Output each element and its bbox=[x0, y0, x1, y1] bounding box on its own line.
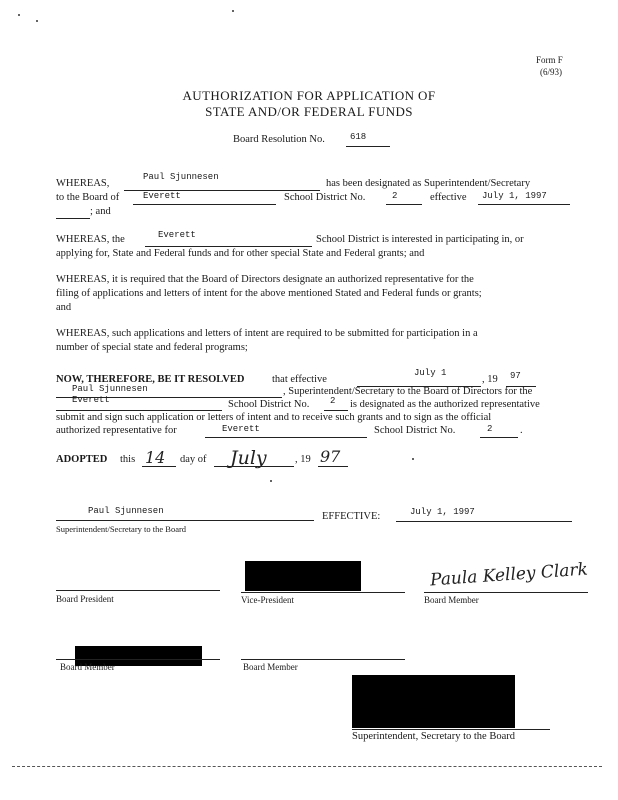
scan-speck bbox=[412, 458, 414, 460]
superintendent-name: Paul Sjunnesen bbox=[143, 172, 219, 182]
para1-text5: ; and bbox=[90, 206, 111, 217]
resolved-year: 97 bbox=[510, 371, 521, 381]
redaction-block bbox=[352, 675, 515, 728]
district-line bbox=[56, 410, 222, 411]
superintendent-secretary-label: Superintendent, Secretary to the Board bbox=[352, 731, 515, 742]
para5-text4: is designated as the authorized representative bbox=[350, 399, 540, 410]
district-line bbox=[205, 437, 367, 438]
signature-line bbox=[241, 659, 405, 660]
effective-line bbox=[478, 204, 570, 205]
para5-text2: , Superintendent/Secretary to the Board of Directors for the bbox=[283, 386, 533, 397]
scan-speck bbox=[232, 10, 234, 12]
para5-text6: School District No. bbox=[374, 425, 456, 436]
superintendent-typed-name: Paul Sjunnesen bbox=[88, 506, 164, 516]
district-no: 2 bbox=[330, 396, 336, 406]
board-member-label: Board Member bbox=[424, 595, 479, 605]
redaction-block bbox=[245, 561, 361, 591]
resolution-number-line bbox=[346, 146, 390, 147]
district-no-line bbox=[386, 204, 422, 205]
form-revision: (6/93) bbox=[540, 67, 562, 77]
signature-line bbox=[424, 592, 588, 593]
blank-line bbox=[56, 218, 90, 219]
resolution-number: 618 bbox=[350, 132, 367, 142]
para2-lead: WHEREAS, the bbox=[56, 234, 125, 245]
para5-text5: authorized representative for bbox=[56, 425, 177, 436]
scan-speck bbox=[18, 14, 20, 16]
district-no-line bbox=[324, 410, 348, 411]
para5-text3: School District No. bbox=[228, 399, 310, 410]
document-title-line2: STATE AND/OR FEDERAL FUNDS bbox=[205, 104, 413, 119]
year-line bbox=[318, 466, 348, 467]
para2-text2: applying for, State and Federal funds and for other special State and Federal grants; and bbox=[56, 248, 425, 259]
para1-text3: School District No. bbox=[284, 192, 366, 203]
district-name: Everett bbox=[158, 230, 196, 240]
para5-end: . bbox=[520, 425, 523, 436]
resolution-label: Board Resolution No. bbox=[233, 134, 325, 145]
page-bottom-edge bbox=[12, 766, 602, 767]
adopted-year: 97 bbox=[320, 447, 341, 466]
para3-line2: filing of applications and letters of intent for the above mentioned Stated and Federal funds or grants; bbox=[56, 288, 482, 299]
form-code: Form F bbox=[536, 55, 563, 65]
signature-line bbox=[56, 659, 220, 660]
resolved-lead: NOW, THEREFORE, BE IT RESOLVED bbox=[56, 374, 245, 385]
adopted-this: this bbox=[120, 454, 136, 465]
representative-name: Paul Sjunnesen bbox=[72, 384, 148, 394]
board-member-label: Board Member bbox=[60, 662, 115, 672]
district-name: Everett bbox=[222, 424, 260, 434]
document-title-line1: AUTHORIZATION FOR APPLICATION OF bbox=[182, 88, 436, 103]
adopted-label: ADOPTED bbox=[56, 454, 108, 465]
district-name: Everett bbox=[143, 191, 181, 201]
para4-line2: number of special state and federal programs; bbox=[56, 342, 248, 353]
para1-text4: effective bbox=[430, 192, 467, 203]
year-prefix: , 19 bbox=[482, 374, 498, 385]
para1-text2: to the Board of bbox=[56, 192, 120, 203]
para3-line3: and bbox=[56, 302, 72, 313]
signature-line bbox=[56, 590, 220, 591]
adopted-year-prefix: , 19 bbox=[295, 454, 311, 465]
district-no: 2 bbox=[392, 191, 398, 201]
district-name: Everett bbox=[72, 395, 110, 405]
signature-line bbox=[241, 592, 405, 593]
board-member-signature: Paula Kelley Clark bbox=[429, 559, 589, 591]
para5-text1: that effective bbox=[272, 374, 327, 385]
para4-line1: WHEREAS, such applications and letters of intent are required to be submitted for participation in a bbox=[56, 328, 478, 339]
effective-date: July 1, 1997 bbox=[482, 191, 547, 201]
para5-line4: submit and sign such application or letters of intent and to receive such grants and to sign as the official bbox=[56, 412, 492, 423]
para2-text1: School District is interested in participating in, or bbox=[316, 234, 524, 245]
resolved-date: July 1 bbox=[414, 368, 447, 378]
para1-lead: WHEREAS, bbox=[56, 178, 110, 189]
district-line bbox=[133, 204, 276, 205]
effective-signature-date: July 1, 1997 bbox=[410, 507, 475, 517]
district-no-line bbox=[480, 437, 518, 438]
board-member-label: Board Member bbox=[243, 662, 298, 672]
para3-line1: WHEREAS, it is required that the Board of Directors designate an authorized representative for the bbox=[56, 274, 474, 285]
effective-line bbox=[396, 521, 572, 522]
signature-line bbox=[56, 520, 314, 521]
vice-president-label: Vice-President bbox=[241, 595, 294, 605]
signature-line bbox=[352, 729, 550, 730]
district-no: 2 bbox=[487, 424, 493, 434]
scan-speck bbox=[36, 20, 38, 22]
district-line bbox=[145, 246, 312, 247]
adopted-day: 14 bbox=[145, 448, 166, 467]
effective-label: EFFECTIVE: bbox=[322, 511, 381, 522]
scan-speck bbox=[270, 480, 272, 482]
board-president-label: Board President bbox=[56, 594, 114, 604]
superintendent-label: Superintendent/Secretary to the Board bbox=[56, 524, 187, 534]
adopted-day-of: day of bbox=[180, 454, 207, 465]
adopted-month: July bbox=[230, 447, 267, 469]
para1-text1: has been designated as Superintendent/Secretary bbox=[326, 178, 531, 189]
